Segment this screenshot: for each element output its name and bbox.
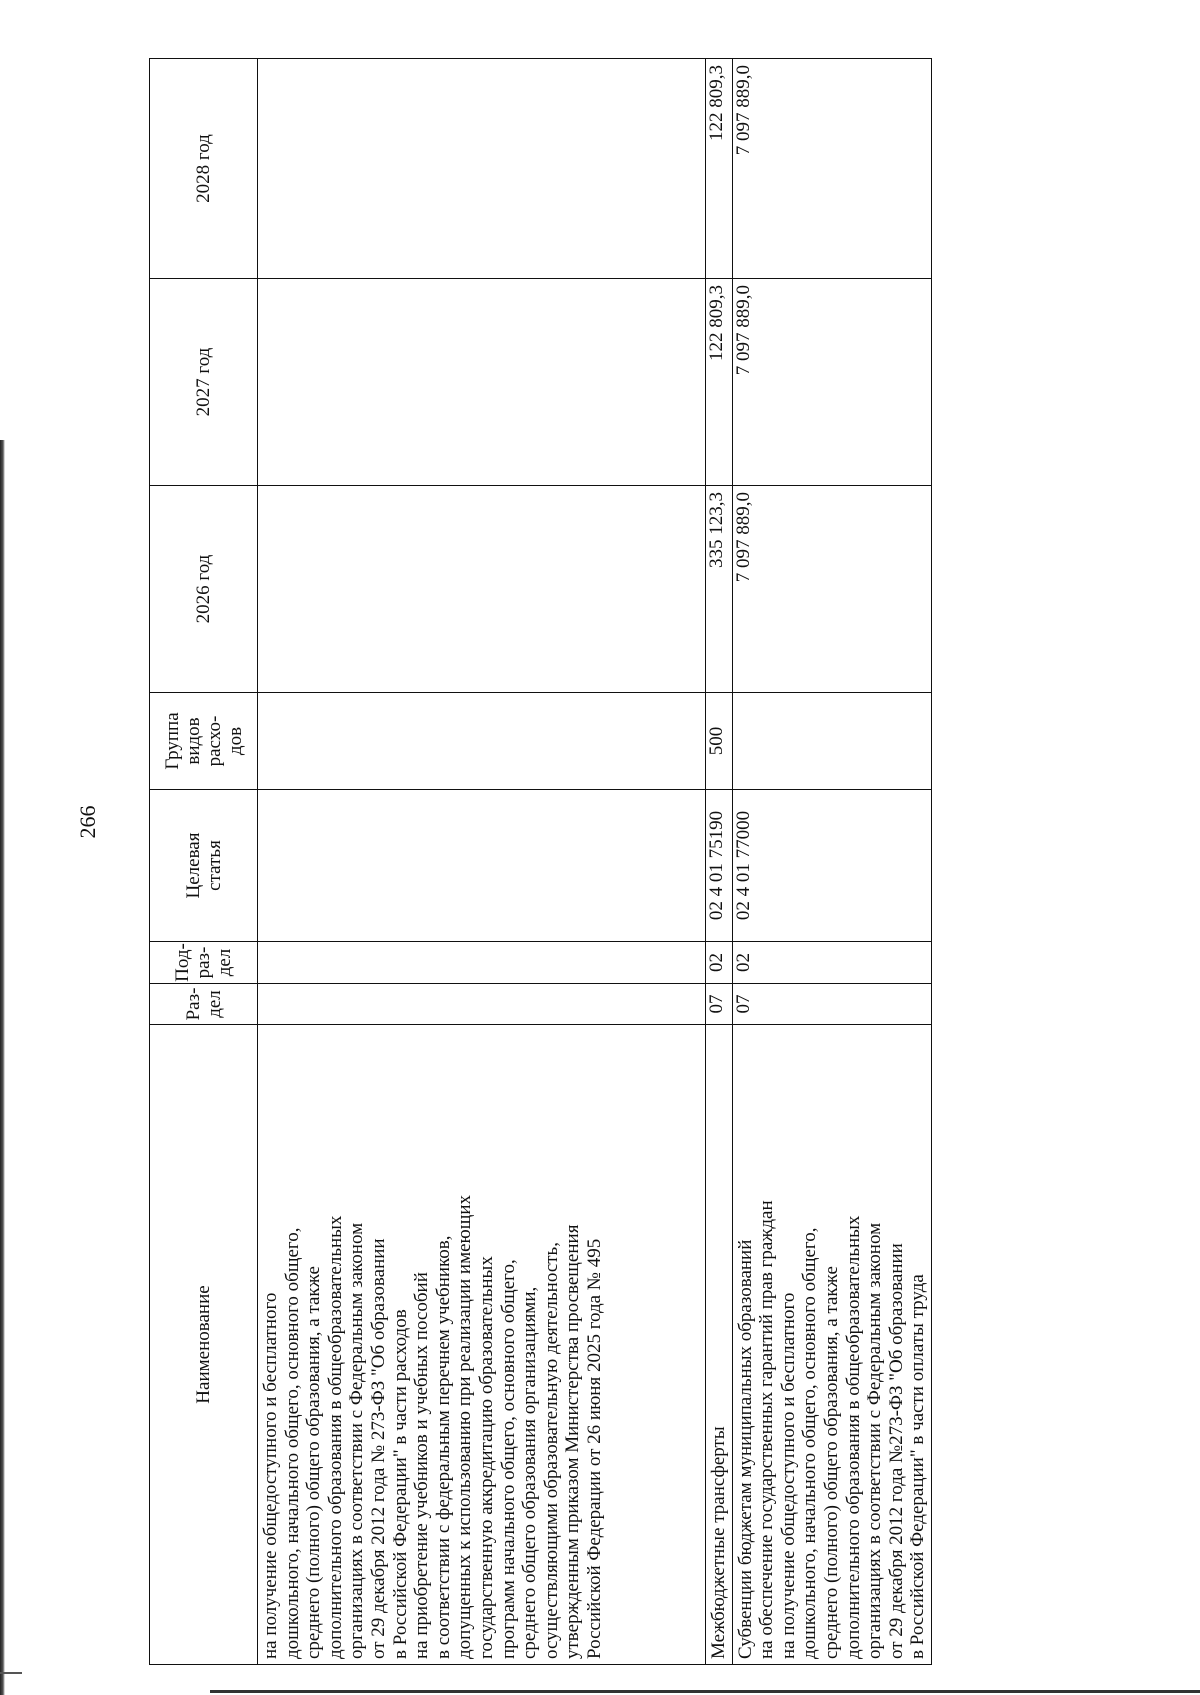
header-target-line: Целевая: [182, 832, 204, 899]
header-name: Наименование: [150, 1025, 258, 1665]
name-line: среднего (полного) общего образования, а также: [303, 1266, 325, 1659]
name-line: осуществляющими образовательную деятельность,: [540, 1242, 562, 1659]
name-line: в Российской Федерации" в части оплаты труда: [907, 1274, 929, 1659]
row-2026: [258, 486, 706, 693]
row-2026: 7 097 889,0: [732, 486, 931, 693]
header-section-line: Раз-: [182, 987, 204, 1021]
row-target: 02 4 01 77000: [732, 790, 931, 942]
name-line: программ начального общего, основного общего,: [497, 1259, 519, 1659]
name-line: организациях в соответствии с Федеральным законом: [864, 1222, 886, 1659]
header-group: [150, 693, 258, 790]
header-2027: 2027 год: [150, 279, 258, 486]
row-section: 07: [732, 984, 931, 1025]
header-target-line: статья: [203, 840, 225, 891]
row-group: 500: [706, 693, 733, 790]
scan-bottom-line: [210, 1690, 1200, 1693]
scan-corner-mark: [0, 1672, 22, 1674]
header-subsection-line: дел: [214, 948, 235, 977]
name-line: государственную аккредитацию образовательных: [475, 1256, 497, 1659]
name-line: Российской Федерации от 26 июня 2025 года № 495: [583, 1238, 605, 1659]
header-section: [150, 984, 258, 1025]
header-group-line: расхо-: [203, 715, 225, 767]
row-group: [258, 693, 706, 790]
name-line: в Российской Федерации" в части расходов: [389, 1309, 411, 1659]
row-2028: 122 809,3: [706, 59, 733, 279]
row-2028: [258, 59, 706, 279]
row-2027: 122 809,3: [706, 279, 733, 486]
name-line: на получение общедоступного и бесплатного: [260, 1292, 281, 1659]
header-subsection: [150, 942, 258, 984]
row-subsection: [258, 942, 706, 984]
table-row: [732, 59, 931, 1665]
name-line: допущенных к использованию при реализации имеющих: [454, 1194, 476, 1659]
row-2026: 335 123,3: [706, 486, 733, 693]
header-group-line: видов: [182, 717, 204, 765]
header-subsection-line: раз-: [193, 946, 214, 979]
name-line: дополнительного образования в общеобразовательных: [324, 1215, 346, 1659]
row-name: [732, 1025, 931, 1665]
name-line: дополнительного образования в общеобразовательных: [842, 1215, 864, 1659]
name-line: от 29 декабря 2012 года №273-ФЗ "Об образовании: [885, 1243, 907, 1659]
header-2026: 2026 год: [150, 486, 258, 693]
row-name: [706, 1025, 733, 1665]
row-2027: 7 097 889,0: [732, 279, 931, 486]
row-name: [258, 1025, 706, 1665]
row-target: 02 4 01 75190: [706, 790, 733, 942]
name-line: среднего общего образования организациями,: [519, 1286, 541, 1659]
row-section: [258, 984, 706, 1025]
row-2027: [258, 279, 706, 486]
table-row: [258, 59, 706, 1665]
row-2028: 7 097 889,0: [732, 59, 931, 279]
name-line: среднего (полного) общего образования, а также: [820, 1266, 842, 1659]
table-header-row: [150, 59, 258, 1665]
row-subsection: 02: [732, 942, 931, 984]
name-line: дошкольного, начального общего, основного общего,: [799, 1227, 821, 1659]
row-section: 07: [706, 984, 733, 1025]
name-line: утвержденным приказом Министерства просвещения: [562, 1224, 584, 1659]
header-group-line: Группа: [161, 712, 183, 770]
row-subsection: 02: [706, 942, 733, 984]
name-line: на получение общедоступного и бесплатного: [777, 1292, 799, 1659]
row-target: [258, 790, 706, 942]
name-line: в соответствии с федеральным перечнем учебников,: [432, 1235, 454, 1659]
name-line: на приобретение учебников и учебных пособий: [411, 1272, 433, 1659]
header-subsection-line: Под-: [172, 943, 193, 982]
name-line: дошкольного, начального общего, основного общего,: [281, 1227, 303, 1659]
name-line: организациях в соответствии с Федеральным законом: [346, 1222, 368, 1659]
page-number: 266: [75, 805, 100, 839]
name-line: Субвенции бюджетам муниципальных образований: [734, 1239, 756, 1659]
name-line: на обеспечение государственных гарантий прав граждан: [756, 1200, 778, 1659]
header-group-line: дов: [224, 726, 246, 756]
header-2028: 2028 год: [150, 59, 258, 279]
table-row: [706, 59, 733, 1665]
name-line: Межбюджетные трансферты: [708, 1426, 729, 1659]
row-group: [732, 693, 931, 790]
header-target: [150, 790, 258, 942]
rotated-table-container: [149, 59, 929, 1665]
name-line: от 29 декабря 2012 года № 273-ФЗ "Об образовании: [367, 1238, 389, 1659]
header-section-line: дел: [203, 990, 225, 1018]
budget-table: [149, 58, 932, 1665]
scan-edge-shadow: [0, 440, 5, 1695]
